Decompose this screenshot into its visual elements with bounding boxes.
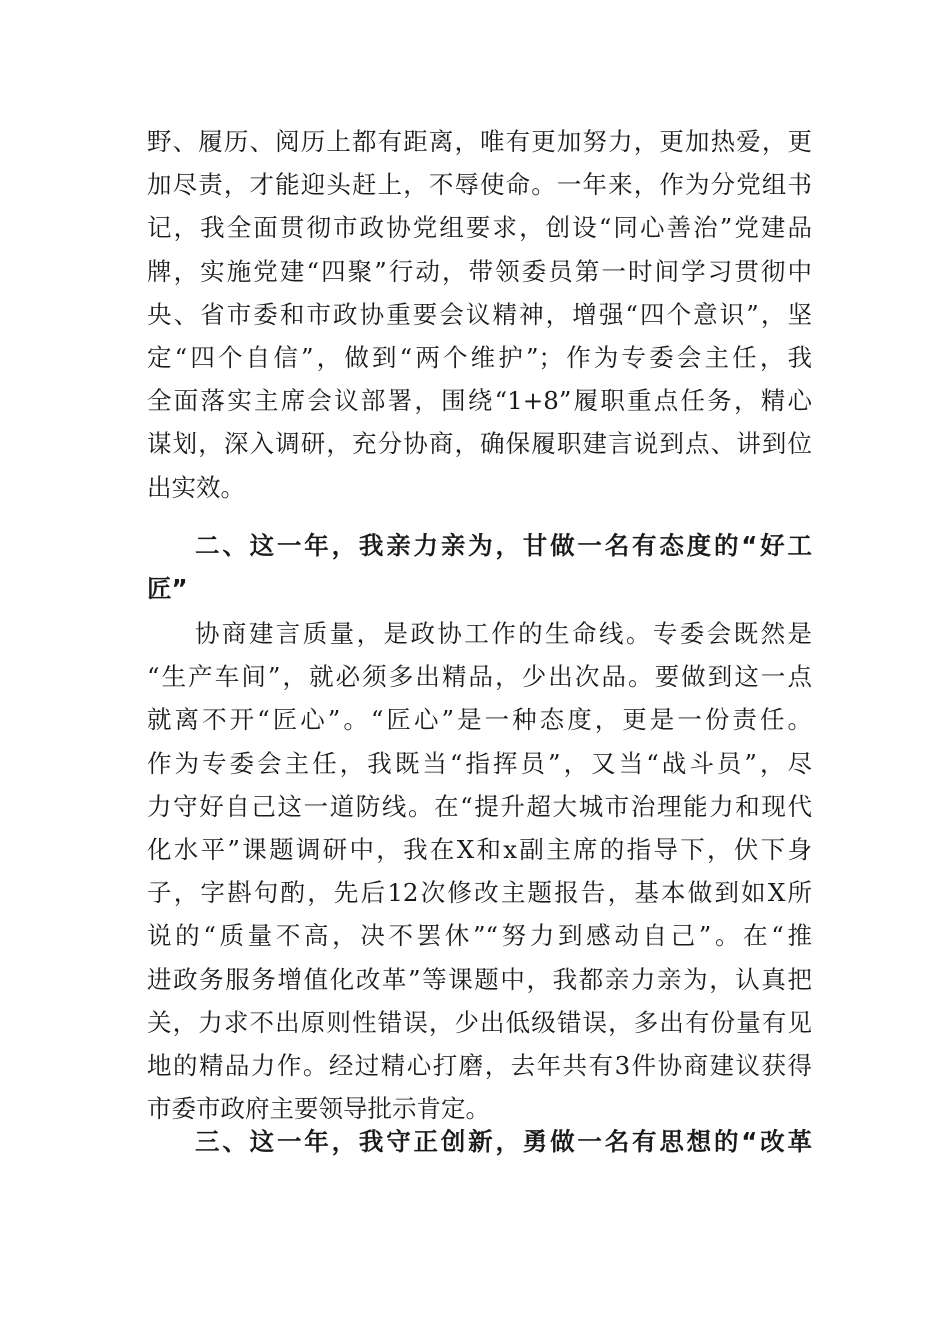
text-line: 谋划，深入调研，充分协商，确保履职建言说到点、讲到位 bbox=[147, 429, 812, 459]
text-line: 作为专委会主任，我既当“指挥员”，又当“战斗员”，尽 bbox=[147, 748, 812, 778]
text-line: 就离不开“匠心”。“匠心”是一种态度，更是一份责任。 bbox=[147, 705, 812, 735]
text-line: 关，力求不出原则性错误，少出低级错误，多出有份量有见 bbox=[147, 1007, 812, 1037]
text-line: 子，字斟句酌，先后12次修改主题报告，基本做到如X所 bbox=[147, 878, 812, 908]
text-line: 协商建言质量，是政协工作的生命线。专委会既然是 bbox=[195, 619, 812, 648]
text-line: 记，我全面贯彻市政协党组要求，创设“同心善治”党建品 bbox=[147, 213, 812, 243]
text-line: “生产车间”，就必须多出精品，少出次品。要做到这一点 bbox=[147, 662, 812, 692]
section-heading-2 bbox=[147, 524, 812, 610]
heading-line: 三、这一年，我守正创新，勇做一名有思想的“改革 bbox=[195, 1127, 812, 1156]
text-line: 加尽责，才能迎头赶上，不辱使命。一年来，作为分党组书 bbox=[147, 170, 812, 200]
text-line: 说的“质量不高，决不罢休”“努力到感动自己”。在“推 bbox=[147, 921, 812, 951]
paragraph-craftsman bbox=[147, 612, 812, 1130]
text-line: 全面落实主席会议部署，围绕“1+8”履职重点任务，精心 bbox=[147, 386, 812, 416]
text-line: 定“四个自信”，做到“两个维护”；作为专委会主任，我 bbox=[147, 342, 812, 372]
text-line: 地的精品力作。经过精心打磨，去年共有3件协商建议获得 bbox=[147, 1050, 812, 1080]
text-line: 化水平”课题调研中，我在X和x副主席的指导下，伏下身 bbox=[147, 834, 812, 864]
text-line: 牌，实施党建“四聚”行动，带领委员第一时间学习贯彻中 bbox=[147, 256, 812, 286]
text-line: 进政务服务增值化改革”等课题中，我都亲力亲为，认真把 bbox=[147, 964, 812, 994]
heading-line: 匠” bbox=[147, 574, 188, 604]
text-line: 市委市政府主要领导批示肯定。 bbox=[147, 1094, 490, 1124]
section-heading-3 bbox=[147, 1120, 812, 1163]
text-line: 出实效。 bbox=[147, 472, 245, 502]
heading-line: 二、这一年，我亲力亲为，甘做一名有态度的“好工 bbox=[195, 531, 812, 560]
paragraph-party-work bbox=[147, 120, 812, 509]
text-line: 力守好自己这一道防线。在“提升超大城市治理能力和现代 bbox=[147, 791, 812, 821]
text-line: 野、履历、阅历上都有距离，唯有更加努力，更加热爱，更 bbox=[147, 127, 812, 156]
text-line: 央、省市委和市政协重要会议精神，增强“四个意识”，坚 bbox=[147, 299, 812, 329]
